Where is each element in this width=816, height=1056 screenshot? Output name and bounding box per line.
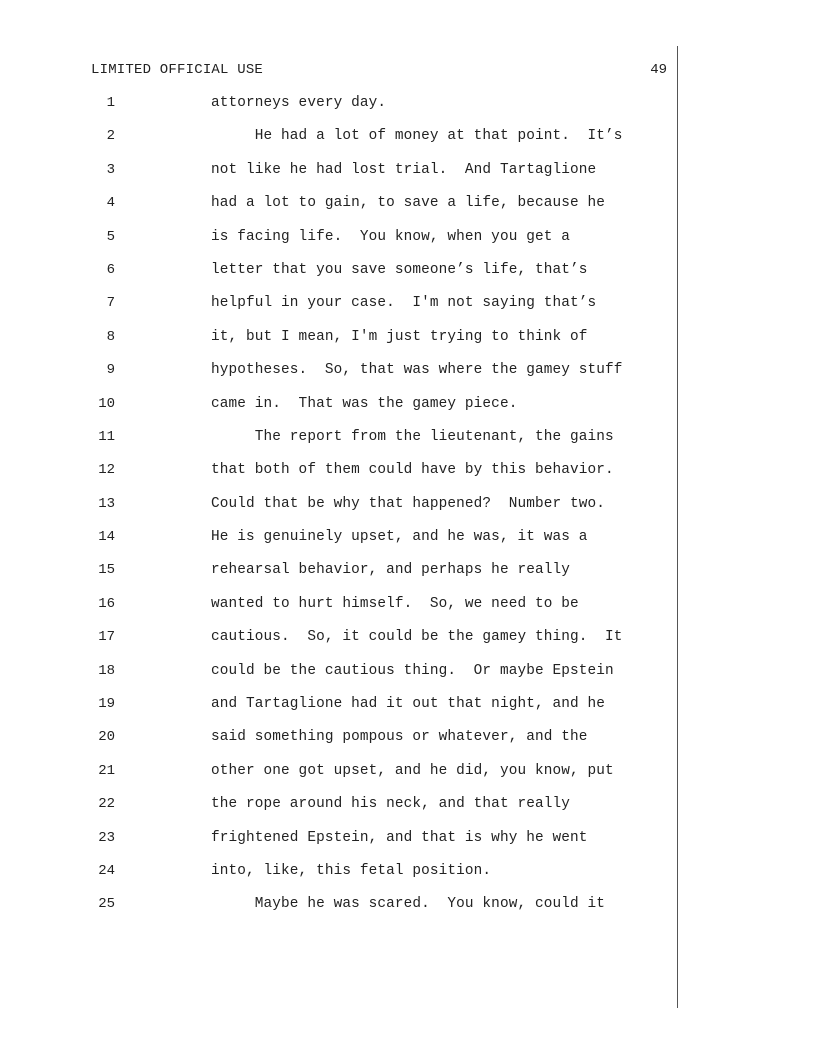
line-text: and Tartaglione had it out that night, and he [211,696,606,713]
transcript-line [0,830,816,863]
line-number: 23 [98,829,115,846]
transcript-line [0,195,816,228]
line-number: 12 [98,462,115,479]
line-text: He is genuinely upset, and he was, it was a [211,529,588,546]
line-text: Could that be why that happened? Number two. [211,495,606,512]
transcript-line [0,596,816,629]
line-text: could be the cautious thing. Or maybe Epstein [211,662,614,679]
line-text: came in. That was the gamey piece. [211,395,518,412]
transcript-line [0,128,816,161]
line-text: had a lot to gain, to save a life, because he [211,195,606,212]
transcript-line [0,95,816,128]
line-text: it, but I mean, I'm just trying to think of [211,328,588,345]
transcript-line [0,763,816,796]
line-text: He had a lot of money at that point. It’s [211,128,623,145]
transcript-line [0,262,816,295]
line-text: The report from the lieutenant, the gains [211,428,614,445]
transcript-line [0,896,816,929]
transcript-line [0,396,816,429]
transcript-line [0,863,816,896]
line-number: 8 [106,328,115,345]
line-number: 13 [98,495,115,512]
line-number: 7 [106,295,115,312]
line-text: frightened Epstein, and that is why he went [211,829,588,846]
transcript-line [0,162,816,195]
line-number: 18 [98,662,115,679]
line-text: that both of them could have by this behavior. [211,462,614,479]
transcript-line [0,629,816,662]
line-number: 5 [106,228,115,245]
line-text: Maybe he was scared. You know, could it [211,896,606,913]
line-text: attorneys every day. [211,95,387,111]
transcript-line [0,696,816,729]
transcript-line [0,529,816,562]
line-number: 22 [98,796,115,813]
line-number: 11 [98,428,115,445]
transcript-body [0,95,816,930]
line-text: is facing life. You know, when you get a [211,228,570,245]
line-number: 20 [98,729,115,746]
line-number: 1 [106,95,115,111]
line-text: into, like, this fetal position. [211,862,492,879]
line-text: wanted to hurt himself. So, we need to be [211,595,579,612]
line-number: 6 [106,261,115,278]
transcript-line [0,229,816,262]
line-number: 14 [98,529,115,546]
classification-marking: LIMITED OFFICIAL USE [91,62,264,78]
transcript-line [0,663,816,696]
transcript-line [0,796,816,829]
line-number: 4 [106,195,115,212]
line-text: helpful in your case. I'm not saying that’s [211,295,597,312]
line-number: 2 [106,128,115,145]
line-text: other one got upset, and he did, you know, put [211,762,614,779]
line-number: 19 [98,696,115,713]
line-text: letter that you save someone’s life, that’s [211,261,588,278]
transcript-line [0,429,816,462]
transcript-line [0,329,816,362]
transcript-line [0,362,816,395]
line-text: the rope around his neck, and that really [211,796,570,813]
line-number: 24 [98,862,115,879]
line-text: rehearsal behavior, and perhaps he really [211,562,570,579]
transcript-line [0,496,816,529]
line-number: 21 [98,762,115,779]
transcript-line [0,295,816,328]
line-number: 10 [98,395,115,412]
line-text: not like he had lost trial. And Tartaglione [211,161,597,178]
line-number: 9 [106,362,115,379]
line-number: 15 [98,562,115,579]
line-text: said something pompous or whatever, and the [211,729,588,746]
page-number: 49 [650,62,667,78]
transcript-line [0,462,816,495]
line-number: 3 [106,161,115,178]
line-number: 25 [98,896,115,913]
line-text: hypotheses. So, that was where the gamey stuff [211,362,623,379]
line-text: cautious. So, it could be the gamey thing. It [211,629,623,646]
line-number: 16 [98,595,115,612]
transcript-line [0,729,816,762]
transcript-line [0,562,816,595]
line-number: 17 [98,629,115,646]
